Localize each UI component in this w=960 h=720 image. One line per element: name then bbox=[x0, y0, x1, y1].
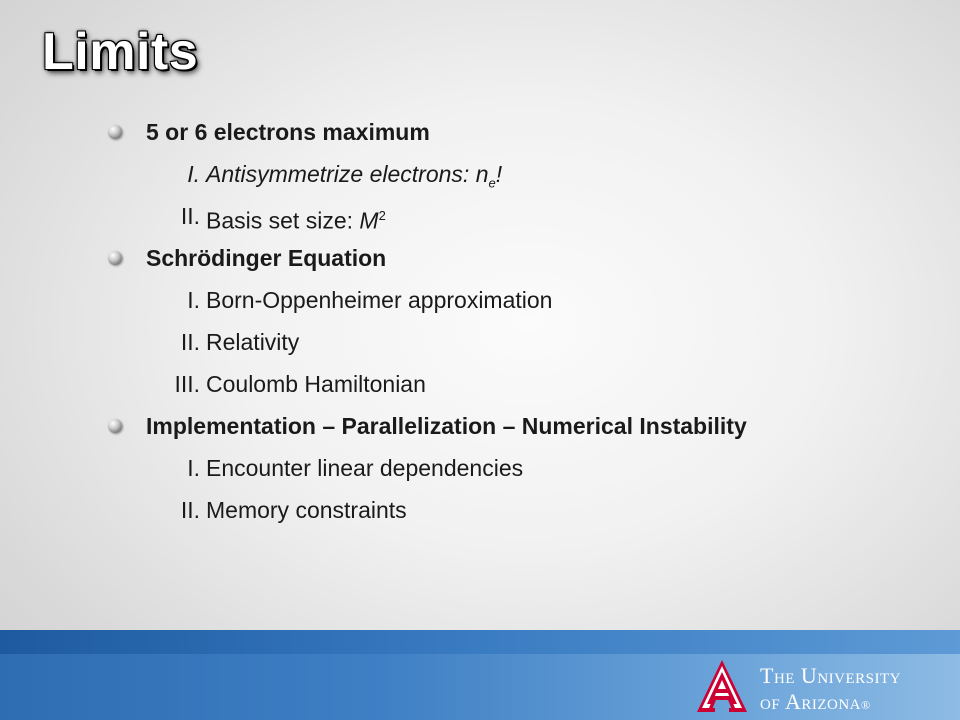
sub-item bbox=[108, 368, 928, 410]
sub-item bbox=[108, 494, 928, 536]
sub-item-text: Coulomb Hamiltonian bbox=[206, 371, 426, 397]
sub-item bbox=[108, 452, 928, 494]
bullet-item bbox=[108, 242, 928, 284]
sub-item bbox=[108, 200, 928, 242]
slide-title: Limits bbox=[42, 23, 199, 81]
roman-numeral: II. bbox=[180, 203, 200, 229]
sub-item bbox=[108, 284, 928, 326]
sub-item bbox=[108, 326, 928, 368]
bullet-icon bbox=[108, 251, 122, 265]
sub-item-text: Encounter linear dependencies bbox=[206, 455, 524, 481]
roman-numeral: II. bbox=[180, 329, 200, 355]
roman-numeral: I. bbox=[187, 161, 200, 187]
roman-numeral: I. bbox=[187, 455, 200, 481]
roman-numeral: III. bbox=[174, 371, 200, 397]
bullet-icon bbox=[108, 125, 122, 139]
bullet-item bbox=[108, 116, 928, 158]
sub-item bbox=[108, 158, 928, 200]
bullet-text: 5 or 6 electrons maximum bbox=[146, 119, 430, 145]
bullet-text: Implementation – Parallelization – Numerical Instability bbox=[146, 413, 747, 439]
bullet-item bbox=[108, 410, 928, 452]
bullet-icon bbox=[108, 419, 122, 433]
roman-numeral: II. bbox=[180, 497, 200, 523]
sub-item-text: Memory constraints bbox=[206, 497, 407, 523]
university-wordmark bbox=[760, 665, 901, 712]
sub-item-text: Antisymmetrize electrons: $n_e$! bbox=[206, 161, 503, 191]
bullet-text: Schrödinger Equation bbox=[146, 245, 387, 271]
sub-item-text: Relativity bbox=[206, 329, 300, 355]
sub-item-text: Born-Oppenheimer approximation bbox=[206, 287, 553, 313]
wordmark-line2: of Arizona® bbox=[760, 689, 871, 714]
university-logo-icon bbox=[695, 658, 749, 714]
roman-numeral: I. bbox=[187, 287, 200, 313]
slide-content bbox=[108, 116, 928, 536]
sub-item-text: Basis set size: $M^2$ bbox=[206, 207, 386, 234]
wordmark-line1: The University bbox=[760, 663, 901, 688]
footer-strip bbox=[0, 630, 960, 654]
